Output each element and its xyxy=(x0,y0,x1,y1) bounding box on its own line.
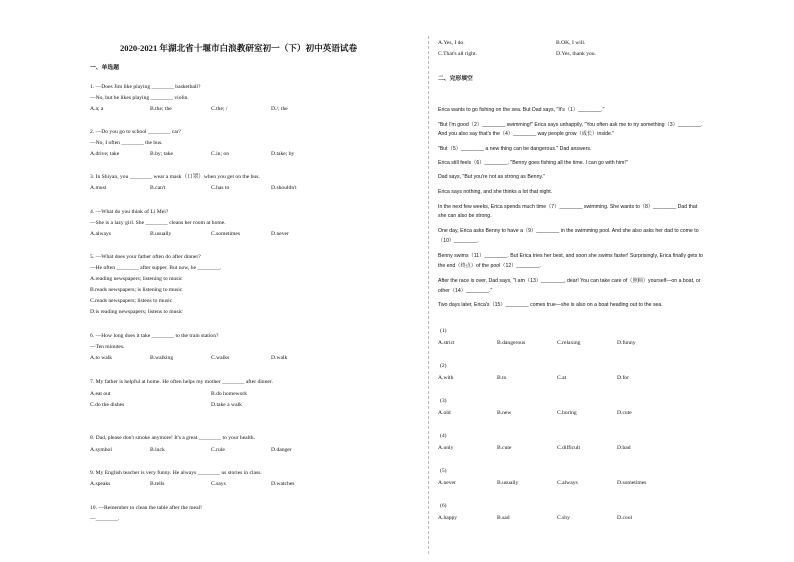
cloze-4-option-a: A.only xyxy=(438,445,454,451)
q7-option-c: C.do the dishes xyxy=(90,402,125,408)
cloze-3-option-c: C.boring xyxy=(557,410,577,416)
passage-line: And you also say that's the（4）________ way people grow（成长）inside." xyxy=(438,131,615,137)
cloze-6-option-d: D.cool xyxy=(617,515,633,521)
q10-option-d: D.Yes, thank you. xyxy=(556,51,596,57)
question-4-stem: 4. —What do you think of Li Mei? xyxy=(90,209,169,215)
cloze-5-option-b: B.usually xyxy=(497,480,519,486)
q6-option-c: C.walks xyxy=(211,355,230,361)
q3-option-a: A.must xyxy=(90,185,107,191)
passage-line: Erica says nothing, and she thinks a lot that night. xyxy=(438,189,553,195)
q5-option-a: A.reading newspapers; listening to music xyxy=(90,276,183,282)
cloze-1-option-d: D.funny xyxy=(617,340,636,346)
question-2-stem: 2. —Do you go to school ________ car? xyxy=(90,129,182,135)
question-10-stem: 10. —Remember to clean the table after the meal! xyxy=(90,505,202,511)
question-6-reply: —Ten minutes. xyxy=(90,344,125,350)
passage-line: Benny swims（11）________. But Erica tries her best, and soon she swims faster! Surprisingly, Erica finally gets to xyxy=(438,253,704,259)
question-1-stem: 1. —Does Jim like playing ________ basketball? xyxy=(90,84,201,90)
q8-option-b: B.luck xyxy=(150,447,165,453)
q3-option-b: B.can't xyxy=(150,185,166,191)
q7-option-d: D.take a walk xyxy=(211,402,242,408)
q8-option-c: C.rule xyxy=(211,447,225,453)
q9-option-c: C.says xyxy=(211,481,226,487)
question-4-reply: —She is a lazy girl. She ________ cleans her room at home. xyxy=(90,220,226,226)
q2-option-b: B.by; take xyxy=(150,151,173,157)
q7-option-b: B.do homework xyxy=(211,391,248,397)
passage-line: After the race is over, Dad says, "I am（13）________, dear! You can take care of（照顾）yourself—on a boat, or xyxy=(438,278,701,284)
cloze-3-option-d: D.cute xyxy=(617,410,632,416)
passage-line: Two days later, Erica's（15）________ comes true—she is also on a boat heading out to the sea. xyxy=(438,302,663,308)
cloze-2-option-a: A.with xyxy=(438,375,454,381)
question-8-stem: 8. Dad, please don't smoke anymore! It's a great ________ to your health. xyxy=(90,435,255,441)
passage-line: other（14）________." xyxy=(438,288,493,294)
q9-option-b: B.tells xyxy=(150,481,165,487)
q10-option-b: B.OK, I will. xyxy=(556,40,586,46)
cloze-6-option-b: B.sad xyxy=(497,515,510,521)
q10-option-a: A.Yes, I do. xyxy=(438,40,465,46)
q2-option-d: D.take; by xyxy=(271,151,295,157)
cloze-4-option-d: D.bad xyxy=(617,445,631,451)
cloze-number: (3) xyxy=(440,398,447,404)
cloze-1-option-c: C.relaxing xyxy=(557,340,581,346)
cloze-1-option-b: B.dangerous xyxy=(497,340,526,346)
page-title: 2020-2021 年湖北省十堰市白浪教研室初一（下）初中英语试卷 xyxy=(120,43,358,53)
q4-option-c: C.sometimes xyxy=(211,231,241,237)
cloze-3-option-a: A.old xyxy=(438,410,451,416)
q7-option-a: A.eat out xyxy=(90,391,111,397)
question-1-reply: —No, but he likes playing ________ violin. xyxy=(90,95,189,101)
cloze-4-option-c: C.difficult xyxy=(557,445,581,451)
passage-line: "But（5）________ a new thing can be dangerous." Dad answers. xyxy=(438,146,592,152)
column-divider xyxy=(428,36,429,554)
passage-line: Erica still feels（6）________. "Benny goes fishing all the time. I can go with him!" xyxy=(438,160,628,166)
q6-option-a: A.to walk xyxy=(90,355,113,361)
cloze-2-option-c: C.at xyxy=(557,375,567,381)
cloze-5-option-c: C.always xyxy=(557,480,578,486)
q4-option-d: D.never xyxy=(271,231,289,237)
cloze-number: (6) xyxy=(440,503,447,509)
section-heading-single-choice: 一、单选题 xyxy=(90,65,119,71)
cloze-6-option-a: A.happy xyxy=(438,515,458,521)
question-5-reply: —He often ________ after supper. But now, he ________. xyxy=(90,265,222,271)
q8-option-a: A.symbol xyxy=(90,447,112,453)
passage-line: Erica wants to go fishing on the sea. But Dad says, "It's（1）________." xyxy=(438,107,605,113)
passage-line: "But I'm good（2）________ swimming!" Erica says unhappily, "You often ask me to try something（3）________. xyxy=(438,122,703,128)
question-6-stem: 6. —How long does it take ________ to the train station? xyxy=(90,333,219,339)
passage-line: she can also be strong. xyxy=(438,213,492,219)
question-7-stem: 7. My father is helpful at home. He often helps my mother ________ after dinner. xyxy=(90,379,273,385)
q2-option-c: C.in; on xyxy=(211,151,230,157)
q3-option-c: C.has to xyxy=(211,185,230,191)
question-5-stem: 5. —What does your father often do after dinner? xyxy=(90,254,201,260)
cloze-4-option-b: B.cute xyxy=(497,445,512,451)
q5-option-c: C.reads newspapers; listens to music xyxy=(90,298,173,304)
question-2-reply: —No, I often ________ the bus. xyxy=(90,140,163,146)
section-heading-cloze: 二、完形填空 xyxy=(438,76,473,82)
q3-option-d: D.shouldn't xyxy=(271,185,297,191)
q10-option-c: C.That's all right. xyxy=(438,51,477,57)
cloze-5-option-d: D.sometimes xyxy=(617,480,647,486)
q8-option-d: D.danger xyxy=(271,447,292,453)
q1-option-b: B.the; the xyxy=(150,106,172,112)
q9-option-d: D.watches xyxy=(271,481,295,487)
cloze-5-option-a: A.never xyxy=(438,480,456,486)
q2-option-a: A.drive; take xyxy=(90,151,120,157)
passage-line: In the next few weeks, Erica spends much time（7）________ swimming. She wants to（8）________ Dad that xyxy=(438,204,698,210)
q1-option-d: D./; the xyxy=(271,106,288,112)
q6-option-b: B.walking xyxy=(150,355,174,361)
passage-line: One day, Erica asks Benny to have a（9）________ in the swimming pool. And she also asks her dad to come to xyxy=(438,228,699,234)
q1-option-c: C.the; / xyxy=(211,106,228,112)
cloze-2-option-b: B.to xyxy=(497,375,507,381)
cloze-3-option-b: B.new xyxy=(497,410,512,416)
passage-line: the end（终点）of the pool（12）________. xyxy=(438,263,541,269)
question-9-stem: 9. My English teacher is very funny. He always ________ us stories in class. xyxy=(90,470,262,476)
q5-option-b: B.reads newspapers; is listening to music xyxy=(90,287,183,293)
question-10-reply: —________. xyxy=(90,516,120,522)
q5-option-d: D.is reading newspapers; listens to music xyxy=(90,309,183,315)
question-3-stem: 3. In Shiyan, you ________ wear a mask（口罩）when you get on the bus. xyxy=(90,174,260,180)
q1-option-a: A.a; a xyxy=(90,106,104,112)
q4-option-a: A.always xyxy=(90,231,111,237)
cloze-number: (2) xyxy=(440,363,447,369)
q6-option-d: D.walk xyxy=(271,355,288,361)
cloze-number: (1) xyxy=(440,328,447,334)
cloze-1-option-a: A.strict xyxy=(438,340,455,346)
q9-option-a: A.speaks xyxy=(90,481,111,487)
passage-line: Dad says, "But you're not as strong as Benny." xyxy=(438,174,545,180)
cloze-6-option-c: C.shy xyxy=(557,515,570,521)
passage-line: （10）________. xyxy=(438,238,479,244)
cloze-2-option-d: D.for xyxy=(617,375,629,381)
cloze-number: (5) xyxy=(440,468,447,474)
cloze-number: (4) xyxy=(440,433,447,439)
q4-option-b: B.usually xyxy=(150,231,172,237)
